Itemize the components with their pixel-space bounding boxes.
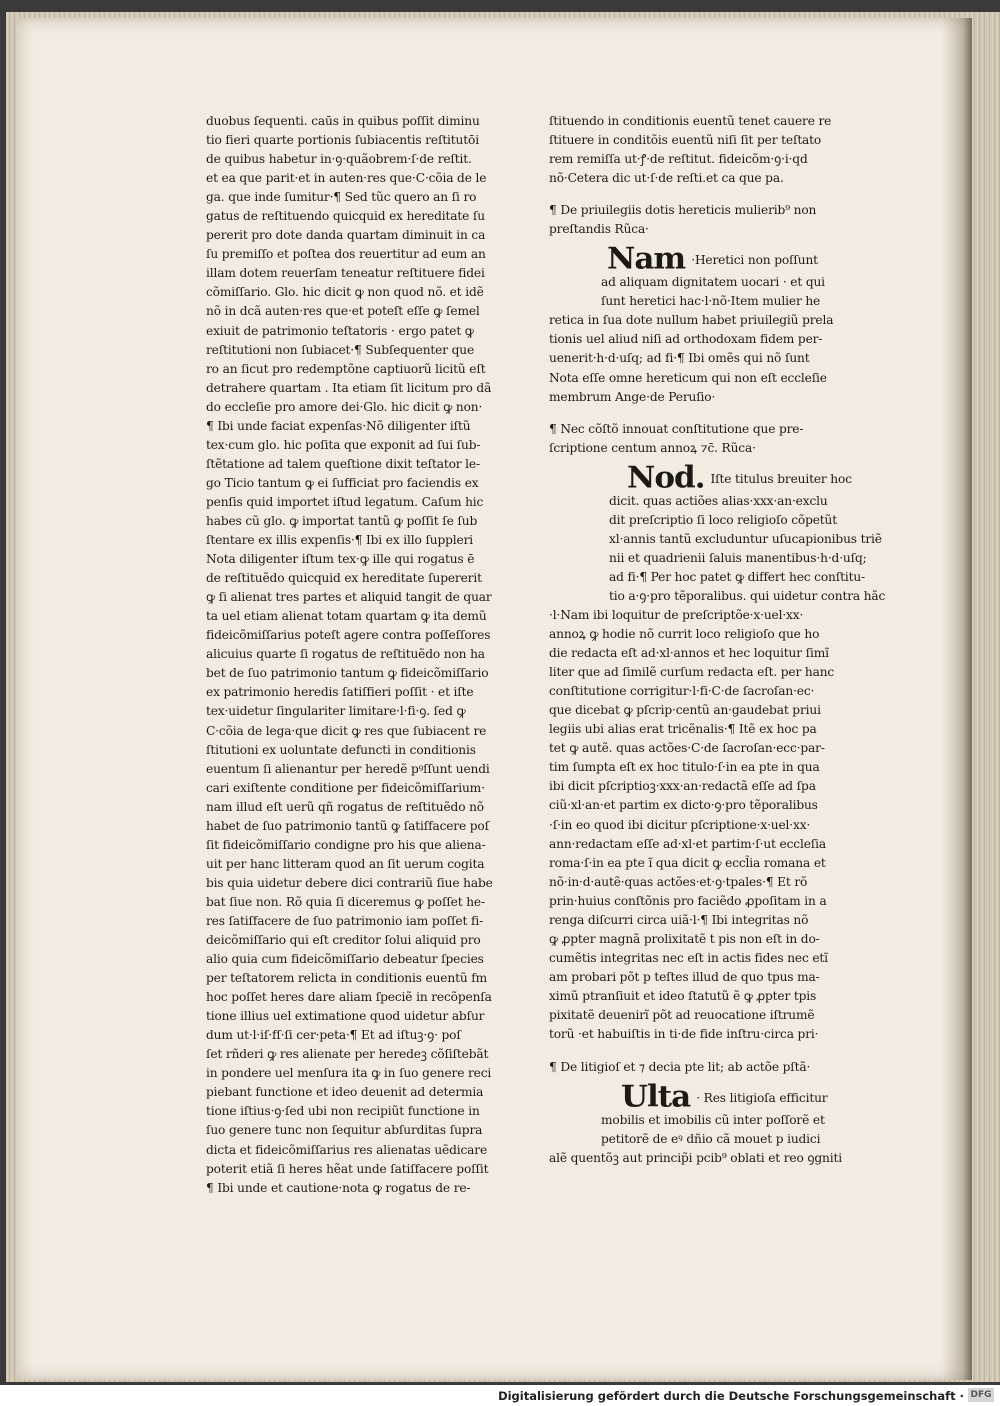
text-line: et ea que parit·et in auten·res que·C·cõia de le (206, 171, 487, 186)
text-line: gatus de reſtituendo quicquid ex hereditate ſu (206, 209, 485, 224)
text-line: bat ſiue non. Rõ quia ſi diceremus ꝙ poſſet he- (206, 894, 485, 909)
text-line: xl·annis tantũ excluduntur uſucapionibus triẽ (609, 531, 882, 546)
text-line: ſtitutioni ex uoluntate defuncti in conditionis (206, 742, 476, 757)
text-line: ·l·Nam ibi loquitur de preſcriptõe·x·uel·xx· (549, 607, 804, 622)
indented-lines (549, 273, 859, 311)
right-text-column (549, 112, 886, 1168)
text-line: pixitatẽ deuenirĩ põt ad reuocatione iſtrumẽ (549, 1007, 815, 1022)
text-line: tionis uel aliud niſi ad orthodoxam fidem per- (549, 332, 823, 347)
heading-line: ſcriptione centum annoꝝ ⁊c̄. Rũca· (549, 440, 756, 455)
text-line: penſis quid importet iſtud legatum. Caſum hic (206, 494, 484, 509)
text-line: ꝙ ſi alienat tres partes et aliquid tangit de quar (206, 590, 492, 605)
text-line: annoꝝ ꝙ hodie nõ currit loco religioſo que ho (549, 627, 820, 642)
text-line: ſtentare ex illis expenſis·¶ Ibi ex illo ſuppleri (206, 533, 474, 548)
text-line: tex·uidetur ſingulariter limitare·l·fi·ꝯ. ſed ꝙ (206, 704, 466, 719)
body-lines (549, 606, 859, 1044)
body-lines (549, 1149, 859, 1168)
body-line: · Res litigioſa efficitur (696, 1091, 828, 1106)
text-line: ximũ ptranſiuit et ideo ſtatutũ ẽ ꝙ ꝓpter tpis (549, 988, 817, 1003)
text-line: am probari põt p teſtes illud de quo tpus ma- (549, 969, 820, 984)
text-line: renga diſcurri circa uiã·l·¶ Ibi integritas nõ (549, 912, 809, 927)
text-line: ga. que inde ſumitur·¶ Sed tũc quero an ſi ro (206, 190, 477, 205)
text-line: ſtituere in conditõis euentũ niſi ſit per teſtato (549, 133, 822, 148)
text-line: illam dotem reuerſam teneatur reſtituere fidei (206, 266, 485, 281)
text-line: exiuit de patrimonio teſtatoris · ergo patet ꝙ (206, 323, 474, 338)
text-line: habes cũ glo. ꝙ importat tantũ ꝙ poſſit ſe ſub (206, 513, 478, 528)
text-line: in pondere uel menſura ita ꝙ in ſuo genere reci (206, 1066, 492, 1081)
heading-line: preſtandis Rũca· (549, 222, 649, 237)
text-line: cumẽtis integritas nec eſt in actis fides nec etĩ (549, 950, 828, 965)
text-line: de quibus habetur in·ꝯ·quãobrem·ſ·de reſtit. (206, 152, 472, 167)
footer-bar (0, 1385, 1000, 1406)
heading-line: ¶ De priuilegiis dotis hereticis mulierib⁹ non (549, 203, 817, 218)
text-line: que dicebat ꝙ pſcrip·centũ an·gaudebat priui (549, 703, 821, 718)
section-heading-dotis (549, 201, 859, 239)
text-line: ſu premiſſo et poſtea dos reuertitur ad eum an (206, 247, 486, 262)
text-line: Nota eſſe omne hereticum qui non eſt eccleſie (549, 370, 827, 385)
text-line: ſuo genere tunc non ſequitur abſurditas ſupra (206, 1123, 483, 1138)
text-line: tex·cum glo. hic poſita que exponit ad ſui ſub- (206, 437, 481, 452)
text-line: bis quia uidetur debere dici contrariũ ſiue habe (206, 875, 493, 890)
body-line: ·Heretici non poſſunt (691, 253, 818, 268)
text-line: tet ꝙ autẽ. quas actões·C·de ſacroſan·ecc·par- (549, 741, 825, 756)
text-line: dit preſcriptio ſi loco religioſo cõpetũt (609, 512, 838, 527)
text-line: hoc poſſet heres dare aliam ſpeciẽ in recõpenſa (206, 990, 492, 1005)
text-line: ann·redactam eſſe ad·xl·et partim·ſ·ut eccleſia (549, 836, 826, 851)
text-line: bet de ſuo patrimonio tantum ꝙ fideicõmiſſario (206, 666, 489, 681)
text-line: reſtitutioni non ſubiacet·¶ Subſequenter que (206, 342, 475, 357)
text-line: ſtituendo in conditionis euentũ tenet cauere re (549, 114, 832, 128)
text-line: ad fi·¶ Per hoc patet ꝙ differt hec conſtitu- (609, 569, 866, 584)
text-line: tione illius uel extimatione quod uidetur abſur (206, 1009, 485, 1024)
text-block-ulta (549, 1080, 859, 1168)
text-line: tio a·ꝯ·pro tẽporalibus. qui uidetur contra hãc (609, 588, 886, 603)
initial-capital-nam: Nam (607, 242, 686, 277)
indented-lines (549, 1111, 859, 1149)
text-line: ſtẽtatione ad talem queſtione dixit teſtator le- (206, 456, 480, 471)
text-line: piebant functione et ideo deuenit ad determia (206, 1085, 484, 1100)
text-line: euentum ſi alienantur per heredẽ pꝰſſunt uendi (206, 761, 490, 776)
text-line: tim ſumpta eſt ex hoc titulo·ſ·in ea pte in qua (549, 760, 820, 775)
text-line: detrahere quartam . Ita etiam ſit licitum pro dã (206, 380, 492, 395)
text-line: ſunt heretici hac·l·nõ·Item mulier he (601, 294, 821, 309)
text-line: membrum Ange·de Peruſio· (549, 389, 716, 404)
text-line: dicit. quas actiões alias·xxx·an·exclu (609, 493, 828, 508)
text-line: uenerit·h·d·uſq; ad fi·¶ Ibi omẽs qui nõ ſunt (549, 351, 810, 366)
text-block-nam (549, 242, 859, 406)
heading-line: ¶ De litigioſ et ⁊ decia pte lit; ab actõe pſtã· (549, 1060, 811, 1075)
section-heading-litigiosis (549, 1058, 859, 1077)
text-line: per teſtatorem relicta in conditionis euentũ fm (206, 971, 488, 986)
text-line: ibi dicit pſcriptioꝫ·xxx·an·redactã eſſe ad ſpa (549, 779, 816, 794)
text-line: rem remiſſa ut·ꝭ·de reſtitut. fideicõm·ꝯ·i·qd (549, 152, 808, 167)
text-line: petitorẽ de eꝰ dñio cã mouet p iudici (601, 1132, 821, 1147)
text-line: nam illud eſt uerũ qñ rogatus de reſtituẽdo nõ (206, 799, 484, 814)
text-line: C·cõia de lega·que dicit ꝙ res que ſubiacent re (206, 723, 487, 738)
initial-capital-nod: Nod. (627, 460, 705, 495)
text-line: ¶ Ibi unde et cautione·nota ꝙ rogatus de re- (206, 1180, 471, 1195)
text-line: nõ·Cetera dic ut·ſ·de reſti.et ca que pa. (549, 171, 784, 186)
text-line: ¶ Ibi unde faciat expenſas·Nõ diligenter iſtũ (206, 418, 471, 433)
text-line: torũ ·et habuiſtis in ti·de fide inſtru·circa pri· (549, 1027, 819, 1042)
text-line: prin·huius conſtõnis pro faciẽdo ꝓpoſitam in a (549, 893, 827, 908)
text-line: uit per hanc litteram quod an ſit uerum cogita (206, 856, 485, 871)
heading-line: ¶ Nec cõſtõ innouat conſtitutione que pre- (549, 421, 804, 436)
text-line: roma·ſ·in ea pte ĩ qua dicit ꝙ eccl̃ia romana et (549, 855, 826, 870)
text-line: duobus ſequenti. caūs in quibus poſſit diminu (206, 114, 480, 128)
text-line: ·ſ·in eo quod ibi dicitur pſcriptione·x·uel·xx· (549, 817, 811, 832)
text-line: liter que ad ſimilẽ curſum redacta eſt. per hanc (549, 665, 835, 680)
text-line: cõmiſſario. Glo. hic dicit ꝙ non quod nõ. et idẽ (206, 285, 484, 300)
text-line: ex patrimonio heredis ſatiſfieri poſſit · et iſte (206, 685, 474, 700)
funding-credit: Digitalisierung gefördert durch die Deutsche Forschungsgemeinschaft · (498, 1389, 964, 1403)
text-line: alicuius quarte ſi rogatus de reſtituẽdo non ha (206, 647, 485, 662)
text-line: alẽ quentõꝫ aut princip̃i pcib⁹ oblati et reo ꝯgniti (549, 1151, 843, 1166)
section-heading-constitutio (549, 420, 859, 458)
text-line: conſtitutione corrigitur·l·fi·C·de ſacroſan·ec· (549, 684, 815, 699)
text-line: tione iſtius·ꝯ·ſed ubi non recipiũt functione in (206, 1104, 480, 1119)
text-line: go Ticio tantum ꝙ ei ſufficiat pro faciendis ex (206, 475, 479, 490)
text-line: alio quia cum fideicõmiſſario debeatur ſpecies (206, 952, 484, 967)
text-line: ta uel etiam alienat totam quartam ꝙ ita demũ (206, 609, 487, 624)
initial-capital-ulta: Ulta (621, 1080, 691, 1115)
text-line: tio fieri quarte portionis ſubiacentis reſtitutōi (206, 133, 479, 148)
body-lines (549, 311, 859, 406)
text-line: ſit fideicõmiſſario condigne pro his que aliena- (206, 837, 486, 852)
text-line: de reſtituẽdo quicquid ex hereditate ſupererit (206, 571, 482, 586)
left-text-column (206, 112, 502, 1198)
text-line: die redacta eſt ad·xl·annos et hec loquitur ſimĩ (549, 646, 829, 661)
text-line: mobilis et imobilis cũ inter poſſorẽ et (601, 1113, 825, 1128)
dfg-logo: DFG (968, 1388, 994, 1402)
text-block-nod (549, 460, 886, 1044)
text-line: fideicõmiſſarius poteſt agere contra poſſeſſores (206, 628, 491, 643)
text-line: cari exiſtente conditione per fideicõmiſſarium· (206, 780, 485, 795)
text-line: res ſatiſfacere de ſuo patrimonio iam poſſet fi- (206, 913, 484, 928)
text-line: dicta et fideicõmiſſarius res alienatas uẽdicare (206, 1142, 488, 1157)
body-line: Iſte titulus breuiter hoc (710, 471, 852, 486)
text-line: ciũ·xl·an·et partim ex dicto·ꝯ·pro tẽporalibus (549, 798, 818, 813)
indented-lines (549, 492, 886, 606)
text-line: nõ·in·d·autẽ·quas actões·et·ꝯ·tpales·¶ Et rõ (549, 874, 808, 889)
text-line: ad aliquam dignitatem uocari · et qui (601, 275, 825, 290)
text-line: ſet rñderi ꝙ res alienate per heredeꝫ cõſiſtebãt (206, 1047, 489, 1062)
text-line: retica in ſua dote nullum habet priuilegiũ prela (549, 313, 834, 328)
right-column-continuation (549, 112, 859, 188)
text-line: poterit etiã ſi heres hẽat unde ſatiſfacere poſſit (206, 1161, 489, 1176)
text-line: deicõmiſſario qui eſt creditor ſolui aliquid pro (206, 933, 481, 948)
book-gutter-shadow (942, 18, 972, 1380)
text-line: habet de ſuo patrimonio tantũ ꝙ ſatiſfacere poſ (206, 818, 489, 833)
text-line: dum ut·l·iſ·fſ·ſi cer·peta·¶ Et ad iſtuꝫ·ꝯ· poſ (206, 1028, 461, 1043)
text-line: legiis ubi alias erat tricẽnalis·¶ Itẽ ex hoc pa (549, 722, 817, 737)
text-line: Nota diligenter iſtum tex·ꝙ ille qui rogatus ē (206, 552, 475, 567)
text-line: nõ in dcã auten·res que·et poteſt eſſe ꝙ ſemel (206, 304, 480, 319)
text-line: ꝙ ꝓpter magnã prolixitatẽ t pis non eſt in do- (549, 931, 820, 946)
text-line: do eccleſie pro amore dei·Glo. hic dicit ꝙ non· (206, 399, 483, 414)
text-line: ro an ſicut pro redemptõne captiuorũ licitũ eſt (206, 361, 486, 376)
text-line: pererit pro dote danda quartam diminuit in ca (206, 228, 486, 243)
text-line: nii et quadrienii ſaluis manentibus·h·d·uſq; (609, 550, 867, 565)
